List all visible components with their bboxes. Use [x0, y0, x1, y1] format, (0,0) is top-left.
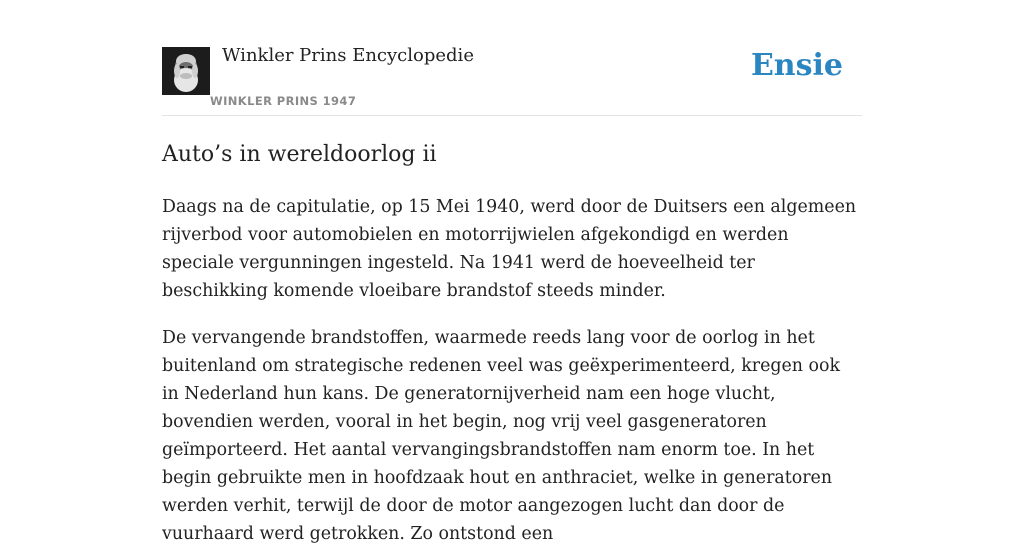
content-container [162, 0, 862, 548]
article-paragraph: Daags na de capitulatie, op 15 Mei 1940, werd door de Duitsers een algemeen rijverbod voor automobielen en motorrijwielen afgekondigd en werden speciale vergunningen ingesteld. Na 1941 werd de hoeveelheid ter beschikking komende vloeibare brandstof steeds minder. [162, 197, 857, 301]
ensie-logo-link[interactable]: Ensie [750, 48, 843, 83]
bearded-man-portrait-icon [162, 47, 210, 95]
site-title[interactable]: Winkler Prins Encyclopedie [222, 45, 474, 66]
article-title: Auto’s in wereldoorlog ii [162, 142, 437, 167]
avatar[interactable] [162, 47, 210, 95]
site-header [162, 0, 862, 116]
article-paragraph: De vervangende brandstoffen, waarmede reeds lang voor de oorlog in het buitenland om strategische redenen veel was geëxperimenteerd, kregen ook in Nederland hun kans. De generatornijverheid nam een hoge vlucht, bovendien werden, vooral in het begin, nog vrij veel gasgeneratoren geïmporteerd. Het aantal vervangingsbrandstoffen nam enorm toe. In het begin gebruikte men in hoofdzaak hout en anthraciet, welke in generatoren werden verhit, terwijl de door de motor aangezogen lucht dan door de vuurhaard werd getrokken. Zo ontstond een [162, 328, 841, 544]
edition-label[interactable]: WINKLER PRINS 1947 [210, 94, 357, 108]
